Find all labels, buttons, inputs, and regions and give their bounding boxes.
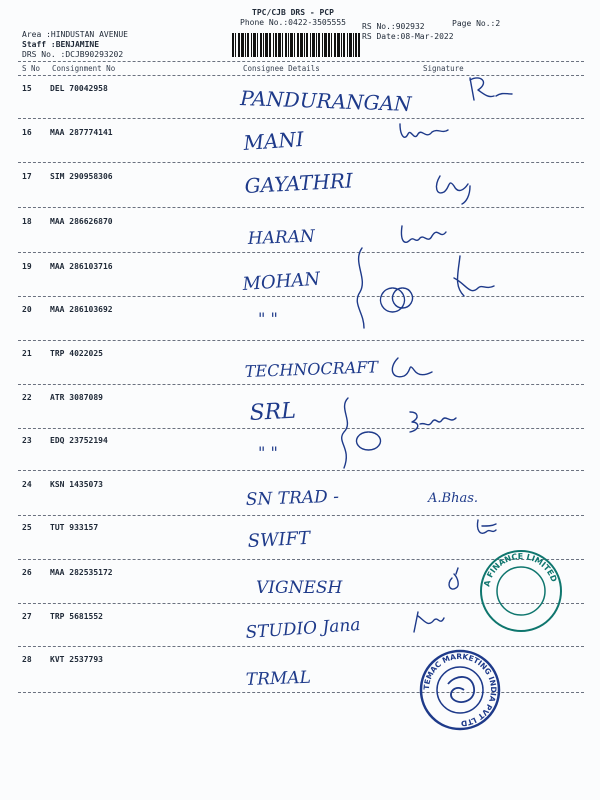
col-consignment: Consignment No — [52, 64, 116, 73]
col-signature: Signature — [423, 64, 464, 73]
handwritten-consignee: GAYATHRI — [244, 168, 354, 198]
handwritten-signature: A.Bhas. — [428, 491, 479, 506]
row-divider — [18, 207, 584, 208]
row-15-consignment: DEL 70042958 — [50, 84, 108, 93]
seal-text: TEMAC MARKETING INDIA PVT LTD — [421, 651, 499, 729]
page-number: Page No.:2 — [452, 19, 501, 28]
rs-number: RS No.:902932 — [362, 22, 425, 31]
barcode-icon — [232, 33, 360, 57]
row-15-sno: 15 — [22, 84, 32, 93]
row-divider — [18, 515, 584, 516]
row-18-consignment: MAA 286626870 — [50, 217, 113, 226]
row-20-sno: 20 — [22, 305, 32, 314]
sheet-title: TPC/CJB DRS - PCP — [252, 8, 334, 17]
svg-text:TEMAC MARKETING INDIA PVT LTD — [422, 652, 498, 728]
row-21-consignment: TRP 4022025 — [50, 349, 103, 358]
handwritten-consignee: HARAN — [247, 226, 316, 249]
row-divider — [18, 428, 584, 429]
drs-number: DRS No. :DCJB90293202 — [22, 50, 124, 59]
row-25-consignment: TUT 933157 — [50, 523, 99, 532]
row-divider — [18, 470, 584, 471]
row-17-consignment: SIM 290958306 — [50, 172, 113, 181]
row-28-consignment: KVT 2537793 — [50, 655, 103, 664]
phone-number: Phone No.:0422-3505555 — [240, 18, 346, 27]
handwritten-consignee: PANDURANGAN — [239, 86, 412, 116]
handwritten-consignee: TRMAL — [245, 667, 312, 690]
row-19-sno: 19 — [22, 262, 32, 271]
row-27-sno: 27 — [22, 612, 32, 621]
col-sno: S No — [22, 64, 41, 73]
row-divider — [18, 296, 584, 297]
row-21-sno: 21 — [22, 349, 32, 358]
row-18-sno: 18 — [22, 217, 32, 226]
handwritten-consignee: MANI — [242, 126, 305, 155]
handwritten-consignee: TECHNOCRAFT — [244, 357, 379, 381]
handwritten-consignee: VIGNESH — [256, 578, 343, 598]
row-27-consignment: TRP 5681552 — [50, 612, 103, 621]
row-19-consignment: MAA 286103716 — [50, 262, 113, 271]
header-center — [218, 8, 368, 28]
row-26-consignment: MAA 282535172 — [50, 568, 113, 577]
row-22-consignment: ATR 3087089 — [50, 393, 103, 402]
company-seal-icon — [418, 648, 502, 732]
company-stamp-icon — [478, 548, 564, 634]
row-divider — [18, 384, 584, 385]
row-24-consignment: KSN 1435073 — [50, 480, 103, 489]
row-16-sno: 16 — [22, 128, 32, 137]
handwritten-consignee: SWIFT — [247, 527, 311, 552]
rs-date: RS Date:08-Mar-2022 — [362, 32, 454, 41]
svg-text:A FINANCE LIMITED — [482, 552, 558, 587]
row-divider — [18, 162, 584, 163]
row-23-consignment: EDQ 23752194 — [50, 436, 108, 445]
row-divider — [18, 646, 584, 647]
row-divider — [18, 118, 584, 119]
handwritten-consignee: STUDIO Jana — [244, 615, 362, 643]
divider-top — [18, 61, 584, 62]
handwritten-consignee: SRL — [249, 398, 297, 426]
row-24-sno: 24 — [22, 480, 32, 489]
row-26-sno: 26 — [22, 568, 32, 577]
row-23-sno: 23 — [22, 436, 32, 445]
row-16-consignment: MAA 287774141 — [50, 128, 113, 137]
stamp-text: A FINANCE LIMITED — [482, 551, 559, 588]
row-20-consignment: MAA 286103692 — [50, 305, 113, 314]
handwritten-ditto: " " — [258, 443, 278, 462]
row-25-sno: 25 — [22, 523, 32, 532]
header-right-info — [362, 22, 454, 42]
row-divider — [18, 252, 584, 253]
staff-label: Staff :BENJAMINE — [22, 40, 100, 49]
header-left-info — [22, 30, 128, 60]
row-22-sno: 22 — [22, 393, 32, 402]
col-consignee: Consignee Details — [243, 64, 320, 73]
row-17-sno: 17 — [22, 172, 32, 181]
row-divider — [18, 340, 584, 341]
handwritten-consignee: MOHAN — [241, 268, 321, 295]
area-label: Area :HINDUSTAN AVENUE — [22, 30, 128, 39]
row-28-sno: 28 — [22, 655, 32, 664]
handwritten-ditto: " " — [258, 309, 278, 328]
handwritten-consignee: SN TRAD - — [245, 486, 340, 510]
divider-head — [18, 75, 584, 76]
